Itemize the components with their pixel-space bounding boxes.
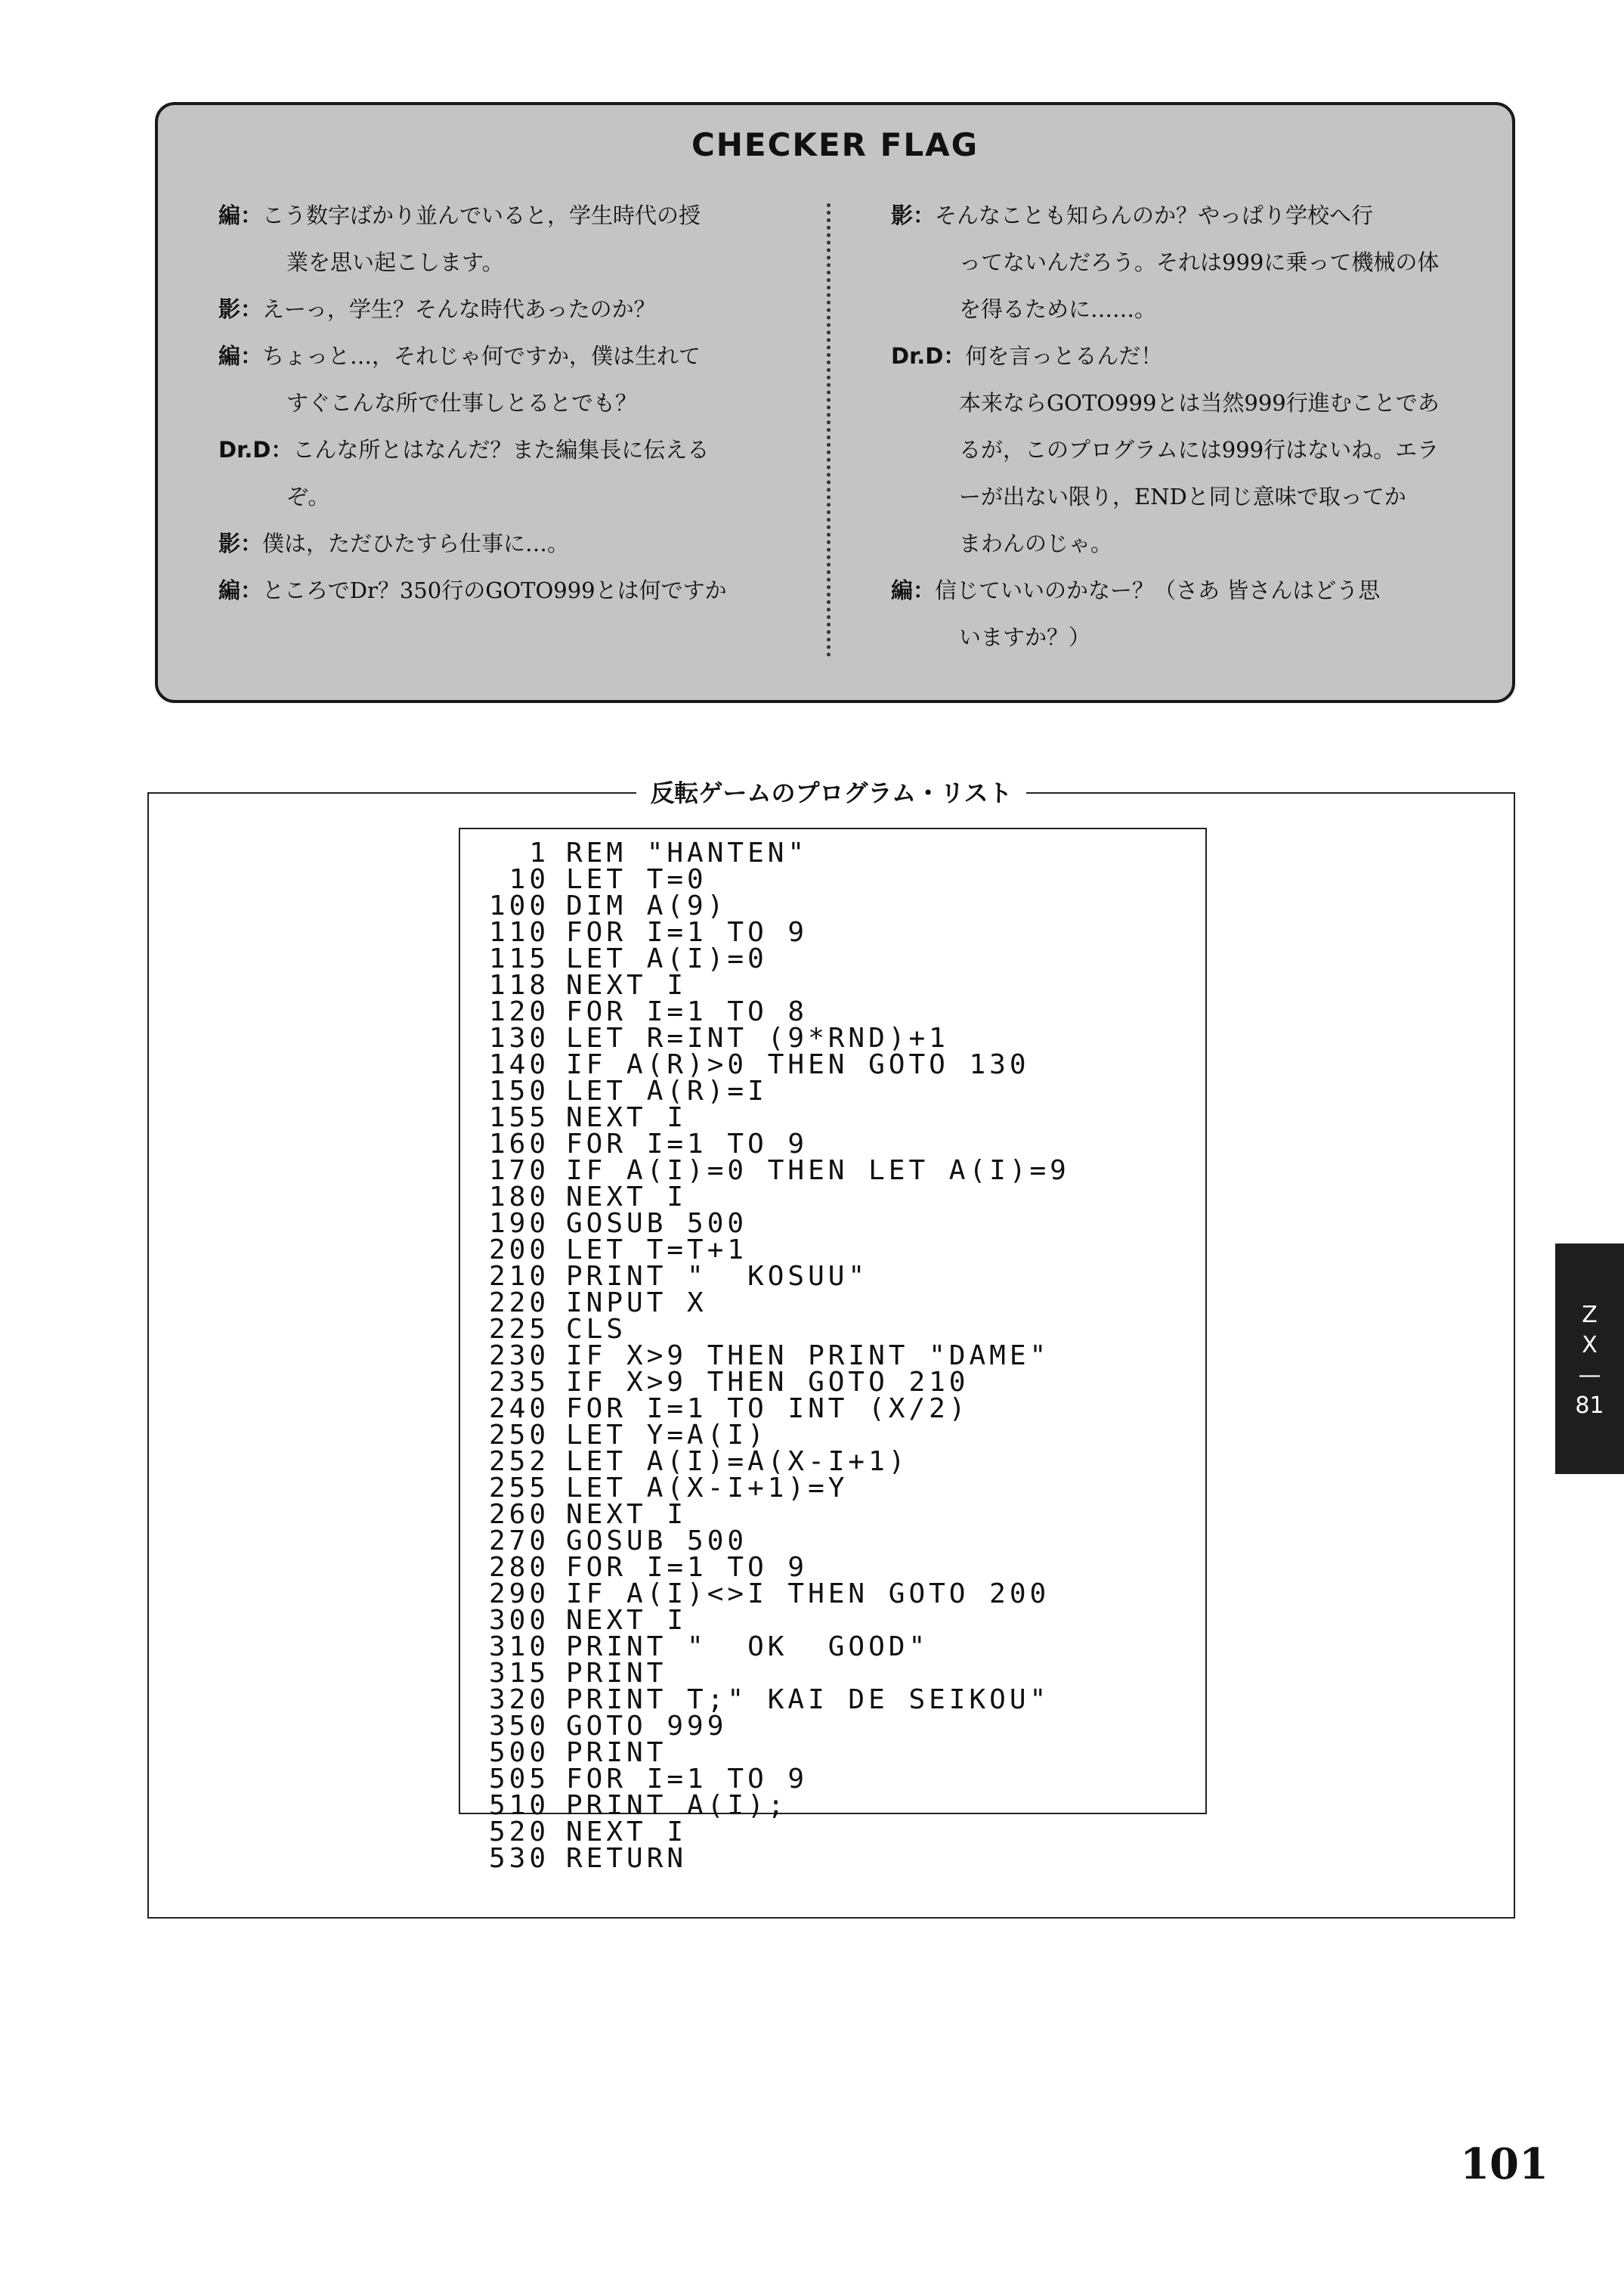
code-line bbox=[460, 1340, 1205, 1371]
code-line bbox=[460, 1501, 1205, 1528]
dialog-line bbox=[218, 567, 800, 614]
speaker-label: Dr.D： bbox=[218, 437, 293, 463]
dialog-line bbox=[218, 239, 800, 286]
code-line bbox=[460, 1234, 1205, 1265]
line-number: 260 bbox=[488, 1499, 549, 1530]
statement: PRINT bbox=[566, 1658, 667, 1689]
dialog-line bbox=[218, 192, 800, 239]
dialog-line bbox=[891, 333, 1473, 379]
program-listing-title: 反転ゲームのプログラム・リスト bbox=[636, 779, 1025, 807]
statement: LET A(R)=I bbox=[566, 1076, 768, 1107]
code-line bbox=[460, 890, 1205, 921]
code-line bbox=[460, 1051, 1205, 1078]
line-number: 115 bbox=[488, 943, 549, 974]
statement: LET A(I)=A(X-I+1) bbox=[566, 1446, 909, 1477]
dialog-line bbox=[218, 379, 800, 426]
statement: NEXT I bbox=[566, 1605, 688, 1636]
line-number: 100 bbox=[488, 890, 549, 921]
line-number: 300 bbox=[488, 1605, 549, 1636]
dialog-text: ちょっと…，それじゃ何ですか，僕は生れて bbox=[262, 343, 701, 369]
column-divider bbox=[827, 203, 831, 657]
line-number: 220 bbox=[488, 1287, 549, 1318]
line-number: 155 bbox=[488, 1102, 549, 1133]
code-line bbox=[460, 1263, 1205, 1290]
code-line bbox=[460, 866, 1205, 893]
statement: INPUT X bbox=[566, 1287, 707, 1318]
code-line bbox=[460, 1631, 1205, 1662]
dialog-text: こんな所とはなんだ？また編集長に伝える bbox=[292, 437, 710, 463]
statement: LET R=INT (9*RND)+1 bbox=[566, 1023, 949, 1054]
dialog-text: 本来ならGOTO999とは当然999行進むことであ bbox=[959, 390, 1440, 416]
dialog-text: ぞ。 bbox=[286, 484, 330, 509]
dialog-line bbox=[218, 520, 800, 567]
code-line bbox=[460, 838, 1205, 869]
line-number: 1 bbox=[529, 838, 549, 869]
dialog-text: るが，このプログラムには999行はないね。エラ bbox=[959, 437, 1440, 463]
code-line bbox=[460, 1104, 1205, 1131]
speaker-label: 影： bbox=[218, 296, 263, 322]
code-line bbox=[460, 1473, 1205, 1504]
code-line bbox=[460, 943, 1205, 974]
dialog-text: 何を言っとるんだ！ bbox=[965, 343, 1163, 369]
line-number: 252 bbox=[488, 1446, 549, 1477]
statement: IF A(I)=0 THEN LET A(I)=9 bbox=[566, 1155, 1070, 1186]
speaker-label: 編： bbox=[891, 578, 936, 603]
statement: REM "HANTEN" bbox=[566, 838, 809, 869]
dialog-line bbox=[891, 192, 1473, 239]
line-number: 350 bbox=[488, 1711, 549, 1742]
line-number: 160 bbox=[488, 1129, 549, 1160]
program-listing-frame bbox=[147, 779, 1515, 1919]
code-line bbox=[460, 1367, 1205, 1398]
dialog-line bbox=[218, 286, 800, 333]
line-number: 505 bbox=[488, 1764, 549, 1795]
speaker-label: 編： bbox=[218, 203, 263, 228]
statement: GOSUB 500 bbox=[566, 1525, 748, 1556]
code-line bbox=[460, 1845, 1205, 1872]
statement: NEXT I bbox=[566, 1499, 688, 1530]
statement: IF X>9 THEN GOTO 210 bbox=[566, 1367, 970, 1398]
statement: PRINT A(I); bbox=[566, 1790, 788, 1821]
code-line bbox=[460, 1554, 1205, 1581]
code-line bbox=[460, 919, 1205, 946]
code-line bbox=[460, 1023, 1205, 1054]
line-number: 170 bbox=[488, 1155, 549, 1186]
statement: LET A(I)=0 bbox=[566, 943, 768, 974]
code-line bbox=[460, 1182, 1205, 1213]
dialog-text: を得るために……。 bbox=[959, 296, 1157, 322]
statement: FOR I=1 TO 9 bbox=[566, 917, 809, 948]
side-tab bbox=[1555, 1244, 1624, 1474]
line-number: 150 bbox=[488, 1076, 549, 1107]
dialog-text: こう数字ばかり並んでいると，学生時代の授 bbox=[262, 203, 701, 228]
line-number: 225 bbox=[488, 1314, 549, 1345]
dialog-text: ってないんだろう。それは999に乗って機械の体 bbox=[959, 249, 1440, 275]
code-box bbox=[459, 828, 1207, 1874]
dialog-text: すぐこんな所で仕事しとるとでも？ bbox=[286, 390, 638, 416]
line-number: 320 bbox=[488, 1684, 549, 1715]
dialog-text: ーが出ない限り，ENDと同じ意味で取ってか bbox=[959, 484, 1406, 509]
statement: LET T=T+1 bbox=[566, 1234, 748, 1265]
checker-flag-title: CHECKER FLAG bbox=[691, 126, 979, 163]
code-line bbox=[460, 1525, 1205, 1556]
statement: DIM A(9) bbox=[566, 890, 728, 921]
line-number: 500 bbox=[488, 1737, 549, 1768]
line-number: 315 bbox=[488, 1658, 549, 1689]
code-line bbox=[460, 1686, 1205, 1713]
code-line bbox=[460, 1316, 1205, 1343]
code-line bbox=[460, 1607, 1205, 1634]
dialog-line bbox=[891, 239, 1473, 286]
statement: IF X>9 THEN PRINT "DAME" bbox=[566, 1340, 1050, 1371]
code-line bbox=[460, 1448, 1205, 1475]
statement: NEXT I bbox=[566, 1102, 688, 1133]
dialog-text: いますか？） bbox=[959, 624, 1091, 650]
code-line bbox=[460, 1210, 1205, 1237]
code-line bbox=[460, 1816, 1205, 1847]
dialog-text: 信じていいのかなー？（さあ 皆さんはどう思 bbox=[935, 578, 1381, 603]
line-number: 230 bbox=[488, 1340, 549, 1371]
statement: NEXT I bbox=[566, 1182, 688, 1213]
statement: NEXT I bbox=[566, 1816, 688, 1847]
speaker-label: 編： bbox=[218, 343, 263, 369]
code-line bbox=[460, 1076, 1205, 1107]
line-number: 110 bbox=[488, 917, 549, 948]
page-number: 101 bbox=[1460, 2139, 1548, 2189]
statement: LET T=0 bbox=[566, 864, 707, 895]
line-number: 520 bbox=[488, 1816, 549, 1847]
dialog-left-column bbox=[218, 192, 800, 614]
dialog-text: 業を思い起こします。 bbox=[286, 249, 504, 275]
line-number: 255 bbox=[488, 1473, 549, 1504]
code-line bbox=[460, 1658, 1205, 1689]
code-line bbox=[460, 1739, 1205, 1766]
code-line bbox=[460, 972, 1205, 999]
line-number: 180 bbox=[488, 1182, 549, 1213]
line-number: 120 bbox=[488, 996, 549, 1027]
statement: IF A(R)>0 THEN GOTO 130 bbox=[566, 1049, 1030, 1080]
line-number: 140 bbox=[488, 1049, 549, 1080]
statement: PRINT T;" KAI DE SEIKOU" bbox=[566, 1684, 1050, 1715]
line-number: 310 bbox=[488, 1631, 549, 1662]
statement: GOSUB 500 bbox=[566, 1208, 748, 1239]
code-line bbox=[460, 1578, 1205, 1609]
statement: PRINT " KOSUU" bbox=[566, 1261, 869, 1292]
line-number: 270 bbox=[488, 1525, 549, 1556]
statement: FOR I=1 TO 9 bbox=[566, 1129, 809, 1160]
dialog-line bbox=[891, 426, 1473, 473]
statement: FOR I=1 TO 9 bbox=[566, 1764, 809, 1795]
dialog-text: まわんのじゃ。 bbox=[959, 531, 1113, 556]
dialog-right-column bbox=[891, 192, 1473, 661]
statement: FOR I=1 TO 9 bbox=[566, 1552, 809, 1583]
statement: RETURN bbox=[566, 1843, 688, 1874]
line-number: 290 bbox=[488, 1578, 549, 1609]
dialog-line bbox=[891, 614, 1473, 661]
code-line bbox=[460, 1287, 1205, 1318]
line-number: 190 bbox=[488, 1208, 549, 1239]
statement: LET Y=A(I) bbox=[566, 1420, 768, 1451]
line-number: 235 bbox=[488, 1367, 549, 1398]
line-number: 200 bbox=[488, 1234, 549, 1265]
dialog-text: 僕は，ただひたすら仕事に…。 bbox=[262, 531, 570, 556]
dialog-line bbox=[891, 286, 1473, 333]
dialog-line bbox=[891, 520, 1473, 567]
statement: FOR I=1 TO 8 bbox=[566, 996, 809, 1027]
code-line bbox=[460, 1395, 1205, 1422]
line-number: 130 bbox=[488, 1023, 549, 1054]
statement: PRINT " OK GOOD" bbox=[566, 1631, 930, 1662]
dialog-line bbox=[891, 473, 1473, 520]
statement: GOTO 999 bbox=[566, 1711, 728, 1742]
code-line bbox=[460, 1129, 1205, 1160]
code-line bbox=[460, 1420, 1205, 1451]
statement: LET A(X-I+1)=Y bbox=[566, 1473, 849, 1504]
code-line bbox=[460, 1157, 1205, 1184]
line-number: 118 bbox=[488, 970, 549, 1001]
dialog-line bbox=[218, 333, 800, 379]
code-line bbox=[460, 1792, 1205, 1819]
line-number: 250 bbox=[488, 1420, 549, 1451]
speaker-label: 影： bbox=[218, 531, 263, 556]
program-listing-title-wrap bbox=[149, 774, 1514, 809]
line-number: 240 bbox=[488, 1393, 549, 1424]
code-line bbox=[460, 1764, 1205, 1795]
checker-flag-box bbox=[155, 102, 1515, 703]
statement: FOR I=1 TO INT (X/2) bbox=[566, 1393, 970, 1424]
speaker-label: Dr.D： bbox=[891, 343, 966, 369]
line-number: 530 bbox=[488, 1843, 549, 1874]
statement: NEXT I bbox=[566, 970, 688, 1001]
statement: IF A(I)<>I THEN GOTO 200 bbox=[566, 1578, 1050, 1609]
line-number: 510 bbox=[488, 1790, 549, 1821]
line-number: 280 bbox=[488, 1552, 549, 1583]
statement: PRINT bbox=[566, 1737, 667, 1768]
statement: CLS bbox=[566, 1314, 627, 1345]
dialog-line bbox=[891, 379, 1473, 426]
dialog-line bbox=[218, 473, 800, 520]
code-line bbox=[460, 996, 1205, 1027]
side-tab-label: Z X — 81 bbox=[1575, 1302, 1604, 1419]
dialog-text: そんなことも知らんのか？やっぱり学校へ行 bbox=[935, 203, 1374, 228]
speaker-label: 影： bbox=[891, 203, 936, 228]
code-line bbox=[460, 1711, 1205, 1742]
line-number: 210 bbox=[488, 1261, 549, 1292]
line-number: 10 bbox=[509, 864, 549, 895]
dialog-text: ところでDr？350行のGOTO999とは何ですか bbox=[262, 578, 727, 603]
dialog-line bbox=[218, 426, 800, 473]
dialog-line bbox=[891, 567, 1473, 614]
dialog-text: えーっ，学生？そんな時代あったのか？ bbox=[262, 296, 656, 322]
speaker-label: 編： bbox=[218, 578, 263, 603]
